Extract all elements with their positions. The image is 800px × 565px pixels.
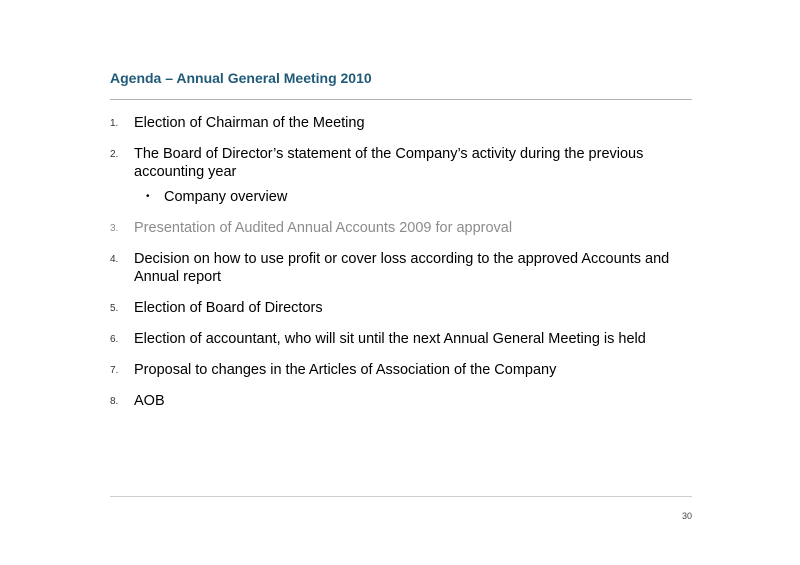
agenda-list	[110, 114, 700, 423]
agenda-item-number: 7.	[110, 365, 119, 376]
agenda-item-4	[110, 250, 700, 286]
agenda-item-text: Proposal to changes in the Articles of Association of the Company	[134, 362, 557, 378]
agenda-item-6	[110, 330, 700, 348]
agenda-item-5	[110, 299, 700, 317]
agenda-item-number: 8.	[110, 396, 119, 407]
agenda-item-text: AOB	[134, 393, 165, 409]
bullet-icon: •	[146, 191, 150, 202]
agenda-item-text: Election of Chairman of the Meeting	[134, 115, 365, 131]
agenda-item-3	[110, 219, 700, 237]
agenda-subitem-company-overview	[110, 188, 700, 206]
agenda-item-number: 3.	[110, 223, 119, 234]
agenda-item-number: 2.	[110, 149, 119, 160]
agenda-item-text: Decision on how to use profit or cover loss according to the approved Accounts and Annual report	[134, 251, 670, 285]
agenda-item-number: 6.	[110, 334, 119, 345]
page-number: 30	[681, 511, 692, 521]
slide-title: Agenda – Annual General Meeting 2010	[110, 70, 372, 86]
agenda-item-8	[110, 392, 700, 410]
agenda-item-number: 5.	[110, 303, 119, 314]
agenda-item-text: Presentation of Audited Annual Accounts 2009 for approval	[134, 220, 513, 236]
agenda-item-number: 4.	[110, 254, 119, 265]
title-divider	[110, 99, 692, 100]
agenda-item-number: 1.	[110, 118, 119, 129]
footer-divider	[110, 496, 692, 497]
agenda-item-2	[110, 145, 700, 181]
agenda-subitem-text: Company overview	[164, 189, 288, 205]
agenda-item-7	[110, 361, 700, 379]
agenda-item-1	[110, 114, 700, 132]
agenda-item-text: Election of accountant, who will sit until the next Annual General Meeting is held	[134, 331, 646, 347]
agenda-item-text: Election of Board of Directors	[134, 300, 323, 316]
agenda-item-text: The Board of Director’s statement of the Company’s activity during the previous accounting year	[134, 146, 644, 180]
